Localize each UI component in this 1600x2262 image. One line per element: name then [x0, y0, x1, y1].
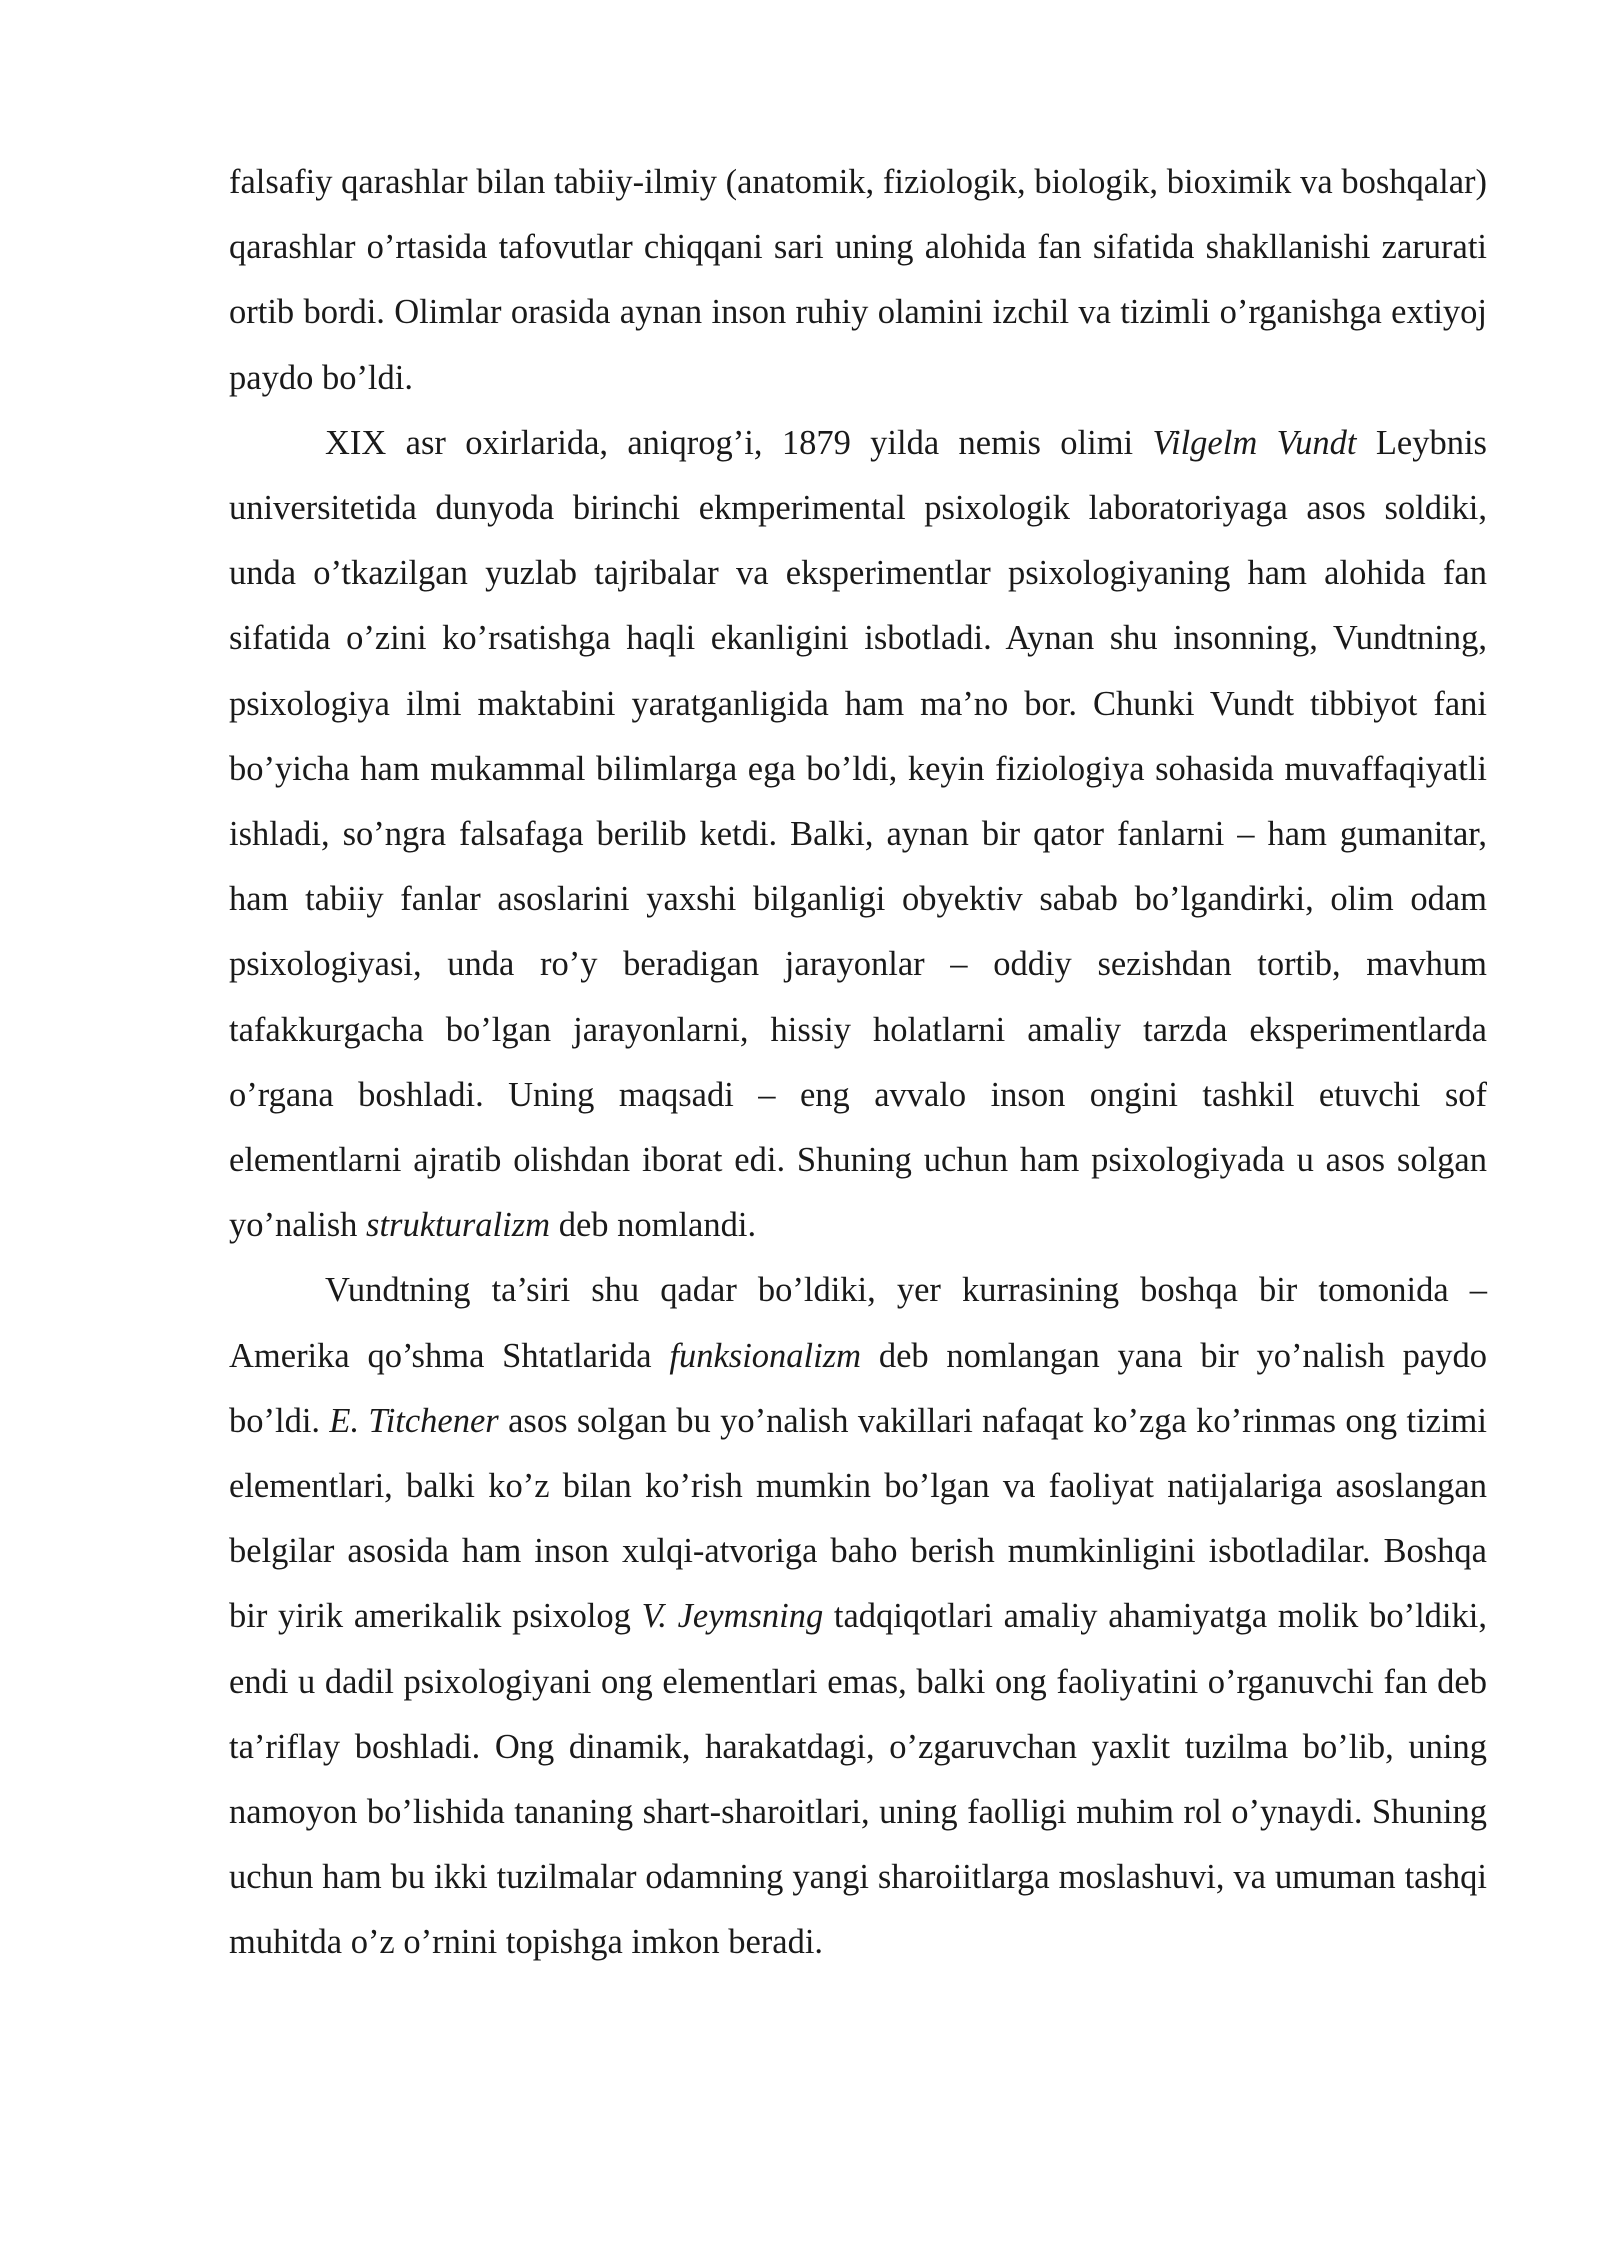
paragraph-3 — [229, 1258, 1487, 1975]
paragraph-3-italic-name-2: V. Jeymsning — [641, 1597, 824, 1636]
paragraph-2-text-3: deb nomlandi. — [550, 1206, 757, 1245]
document-page — [229, 150, 1487, 1976]
paragraph-3-text-2: deb nomlangan yana bir yo’nalish paydo bo’ldi. — [229, 1336, 1487, 1440]
paragraph-3-text-1: Vundtning ta’siri shu qadar bo’ldiki, yer kurrasining boshqa bir tomonida – Amerika qo’shma Shtatlarida — [229, 1271, 1487, 1375]
paragraph-2-text-2: Leybnis universitetida dunyoda birinchi ekmperimental psixologik laboratoriyaga asos soldiki, unda o’tkazilgan yuzlab tajribalar va eksperimentlar psixologiyaning ham alohida fan sifatida o’zini ko’rsatishga haqli ekanligini isbotladi. Aynan shu insonning, Vundtning, psixologiya ilmi maktabini yaratganligida ham ma’no bor. Chunki Vundt tibbiyot fani bo’yicha ham mukammal bilimlarga ega bo’ldi, keyin fiziologiya sohasida muvaffaqiyatli ishladi, so’ngra falsafaga berilib ketdi. Balki, aynan bir qator fanlarni – ham gumanitar, ham tabiiy fanlar asoslarini yaxshi bilganligi obyektiv sabab bo’lgandirki, olim odam psixologiyasi, unda ro’y beradigan jarayonlar – oddiy sezishdan tortib, mavhum tafakkurgacha bo’lgan jarayonlarni, hissiy holatlarni amaliy tarzda eksperimentlarda o’rgana boshladi. Uning maqsadi – eng avvalo inson ongini tashkil etuvchi sof elementlarni ajratib olishdan iborat edi. Shuning uchun ham psixologiyada u asos solgan yo’nalish — [229, 423, 1487, 1245]
paragraph-3-text-4: tadqiqotlari amaliy ahamiyatga molik bo’ldiki, endi u dadil psixologiyani ong elementlari emas, balki ong faoliyatini o’rganuvchi fan deb ta’riflay boshladi. Ong dinamik, harakatdagi, o’zgaruvchan yaxlit tuzilma bo’lib, uning namoyon bo’lishida tananing shart-sharoitlari, uning faolligi muhim rol o’ynaydi. Shuning uchun ham bu ikki tuzilmalar odamning yangi sharoiitlarga moslashuvi, va umuman tashqi muhitda o’z o’rnini topishga imkon beradi. — [229, 1597, 1487, 1962]
paragraph-3-italic-name-1: E. Titchener — [329, 1401, 499, 1440]
paragraph-2-italic-term: strukturalizm — [366, 1206, 551, 1245]
paragraph-3-italic-term: funksionalizm — [669, 1336, 862, 1375]
paragraph-2-text-1: XIX asr oxirlarida, aniqrog’i, 1879 yilda nemis olimi — [325, 423, 1153, 462]
paragraph-1 — [229, 150, 1487, 411]
paragraph-2 — [229, 411, 1487, 1259]
paragraph-3-text-3: asos solgan bu yo’nalish vakillari nafaqat ko’zga ko’rinmas ong tizimi elementlari, balki ko’z bilan ko’rish mumkin bo’lgan va faoliyat natijalariga asoslangan belgilar asosida ham inson xulqi-atvoriga baho berish mumkinligini isbotladilar. Boshqa bir yirik amerikalik psixolog — [229, 1401, 1487, 1636]
paragraph-1-text: falsafiy qarashlar bilan tabiiy-ilmiy (anatomik, fiziologik, biologik, bioximik va boshqalar) qarashlar o’rtasida tafovutlar chiqqani sari uning alohida fan sifatida shakllanishi zarurati ortib bordi. Olimlar orasida aynan inson ruhiy olamini izchil va tizimli o’rganishga extiyoj paydo bo’ldi. — [229, 163, 1487, 397]
paragraph-2-italic-name: Vilgelm Vundt — [1152, 423, 1357, 462]
